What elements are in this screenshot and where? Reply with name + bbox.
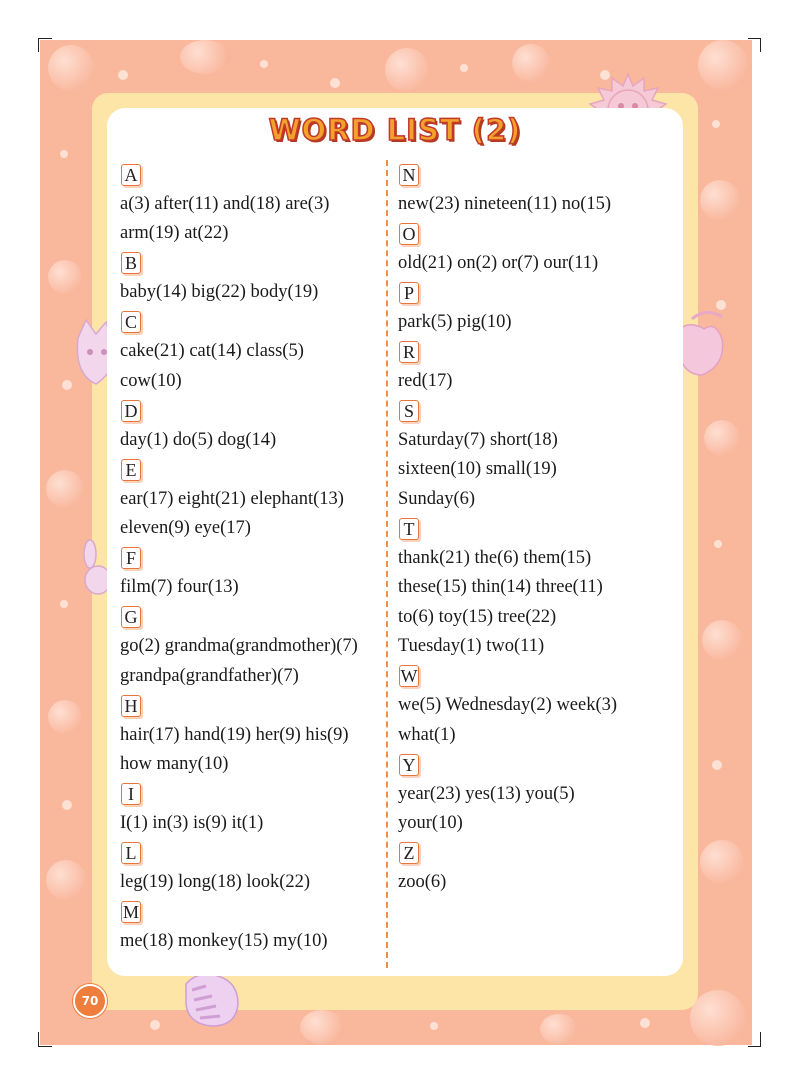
decor-bubble (180, 40, 230, 74)
crop-mark (748, 1046, 761, 1047)
decor-bubble (700, 840, 744, 884)
letter-heading-row (398, 396, 678, 426)
letter-heading: C (121, 311, 141, 333)
word-line: old(21) on(2) or(7) our(11) (398, 252, 599, 273)
letter-heading: D (121, 400, 141, 422)
word-line: sixteen(10) small(19) (398, 459, 557, 479)
decor-dot (60, 150, 68, 158)
letter-heading: Y (399, 754, 419, 776)
letter-heading: T (399, 518, 419, 540)
zebra-icon (178, 970, 248, 1030)
letter-heading-row (120, 160, 382, 190)
letter-heading: G (121, 606, 141, 628)
letter-heading-row (120, 691, 382, 721)
decor-dot (150, 1020, 160, 1030)
crop-mark (38, 1046, 52, 1047)
letter-heading-row (398, 839, 678, 869)
decor-bubble (690, 990, 746, 1046)
letter-heading-row (120, 396, 382, 426)
decor-bubble (46, 470, 84, 508)
word-line: year(23) yes(13) you(5) (398, 783, 575, 804)
decor-dot (62, 380, 72, 390)
word-line: eleven(9) eye(17) (120, 518, 251, 538)
word-line: these(15) thin(14) three(11) (398, 577, 603, 597)
letter-heading-row (398, 662, 678, 692)
crop-mark (760, 1032, 761, 1046)
right-column (398, 160, 678, 898)
letter-heading: B (121, 252, 141, 274)
decor-bubble (48, 700, 82, 734)
letter-heading-row (398, 278, 678, 308)
decor-bubble (48, 260, 82, 294)
decor-bubble (698, 40, 748, 90)
word-line: baby(14) big(22) body(19) (120, 282, 319, 302)
letter-heading-row (120, 455, 382, 485)
letter-heading-row (398, 750, 678, 780)
word-line: film(7) four(13) (120, 577, 239, 597)
word-line: what(1) (398, 724, 456, 745)
crop-mark (38, 38, 39, 52)
word-line: grandpa(grandfather)(7) (120, 665, 299, 686)
word-line: thank(21) the(6) them(15) (398, 547, 592, 568)
decor-dot (714, 540, 722, 548)
letter-heading: W (400, 666, 418, 687)
word-line: zoo(6) (398, 872, 447, 892)
crop-mark (38, 1032, 39, 1046)
decor-bubble (48, 45, 94, 91)
crop-mark (748, 38, 761, 39)
decor-dot (640, 1018, 650, 1028)
letter-heading-row (120, 544, 382, 574)
word-line: a(3) after(11) and(18) are(3) (120, 193, 330, 214)
page-number: 70 (73, 984, 107, 1018)
word-line: your(10) (398, 813, 463, 833)
decor-dot (118, 70, 128, 80)
letter-heading: S (399, 400, 419, 422)
letter-heading: F (121, 547, 141, 569)
word-line: me(18) monkey(15) my(10) (120, 931, 328, 951)
crop-mark (38, 38, 52, 39)
word-line: Tuesday(1) two(11) (398, 636, 545, 656)
letter-heading: A (121, 164, 141, 186)
word-line: go(2) grandma(grandmother)(7) (120, 636, 358, 656)
word-line: cow(10) (120, 370, 182, 391)
letter-heading: N (399, 164, 419, 186)
decor-dot (460, 64, 468, 72)
decor-dot (260, 60, 268, 68)
word-line: leg(19) long(18) look(22) (120, 872, 311, 892)
page-title: WORD LIST (2) (268, 113, 522, 147)
crop-mark (760, 38, 761, 52)
letter-heading-row (120, 249, 382, 279)
word-line: Saturday(7) short(18) (398, 429, 558, 450)
word-line: day(1) do(5) dog(14) (120, 429, 277, 450)
word-line: arm(19) at(22) (120, 223, 229, 243)
word-line: Sunday(6) (398, 488, 476, 509)
decor-bubble (540, 1014, 578, 1044)
column-divider (386, 160, 388, 968)
decor-bubble (300, 1010, 344, 1044)
letter-heading: E (121, 459, 141, 481)
letter-heading-row (120, 603, 382, 633)
letter-heading: H (121, 695, 141, 717)
letter-heading-row (398, 160, 678, 190)
word-line: we(5) Wednesday(2) week(3) (398, 695, 618, 715)
word-line: how many(10) (120, 754, 229, 774)
decor-dot (430, 1022, 438, 1030)
letter-heading: R (399, 341, 419, 363)
letter-heading: O (399, 223, 419, 245)
decor-bubble (385, 48, 429, 92)
decor-bubble (704, 420, 740, 456)
word-line: new(23) nineteen(11) no(15) (398, 193, 612, 214)
decor-dot (62, 800, 72, 810)
letter-heading-row (120, 780, 382, 810)
decor-dot (330, 78, 340, 88)
word-line: hair(17) hand(19) her(9) his(9) (120, 724, 349, 745)
word-line: park(5) pig(10) (398, 311, 512, 332)
decor-dot (712, 760, 722, 770)
letter-heading: I (121, 783, 141, 805)
letter-heading-row (120, 839, 382, 869)
letter-heading: M (122, 902, 139, 923)
decor-bubble (702, 620, 742, 660)
letter-heading-row (398, 337, 678, 367)
letter-heading: P (399, 282, 419, 304)
decor-bubble (512, 44, 550, 82)
letter-heading-row (120, 898, 382, 928)
decor-bubble (700, 180, 740, 220)
letter-heading: L (121, 842, 141, 864)
letter-heading-row (398, 219, 678, 249)
word-line: ear(17) eight(21) elephant(13) (120, 488, 344, 509)
left-column (120, 160, 382, 957)
letter-heading-row (120, 308, 382, 338)
word-line: I(1) in(3) is(9) it(1) (120, 813, 264, 833)
letter-heading-row (398, 514, 678, 544)
word-line: red(17) (398, 370, 453, 391)
decor-dot (60, 600, 68, 608)
decor-bubble (46, 860, 86, 900)
word-line: to(6) toy(15) tree(22) (398, 606, 557, 627)
word-line: cake(21) cat(14) class(5) (120, 341, 304, 361)
letter-heading: Z (399, 842, 419, 864)
